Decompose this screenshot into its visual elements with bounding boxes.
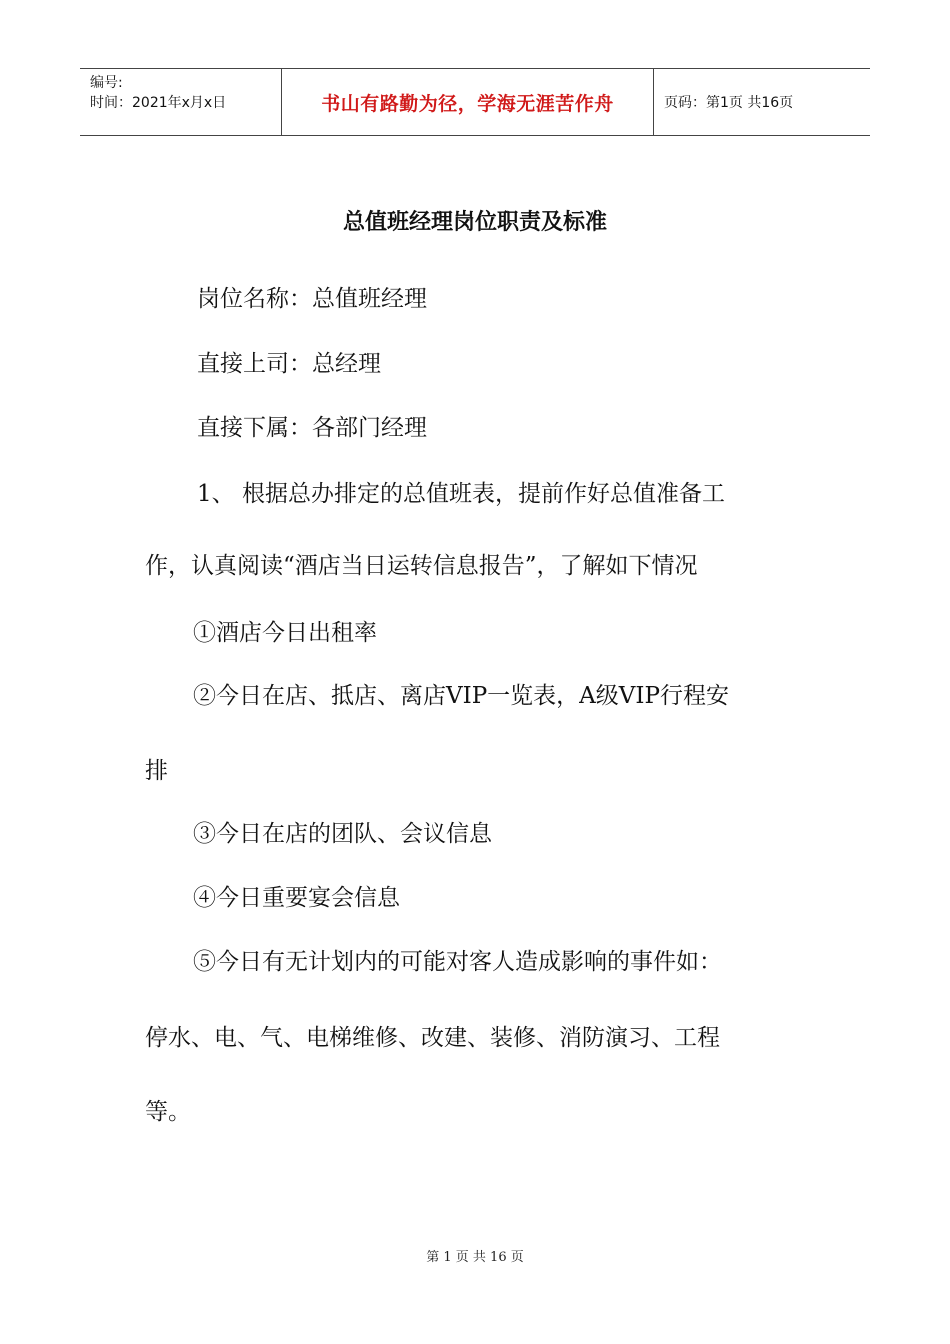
header-motto: 书山有路勤为径，学海无涯苦作舟 (282, 69, 654, 135)
body-line: 等。 (145, 1099, 191, 1125)
header-page-info: 页码：第1页 共16页 (664, 95, 794, 111)
time-label: 时间：2021年x月x日 (90, 95, 227, 111)
body-line: 岗位名称：总值班经理 (197, 286, 427, 312)
body-line: 排 (145, 758, 168, 784)
body-line: 1、 根据总办排定的总值班表，提前作好总值准备工 (197, 481, 725, 507)
body-line: 直接上司：总经理 (197, 351, 381, 377)
header-meta (80, 69, 282, 135)
body-line: ⑤今日有无计划内的可能对客人造成影响的事件如： (193, 949, 722, 975)
body-line: ③今日在店的团队、会议信息 (193, 821, 492, 847)
page-header (80, 68, 870, 136)
number-label: 编号: (90, 75, 123, 91)
body-line: ②今日在店、抵店、离店VIP一览表，A级VIP行程安 (193, 683, 729, 709)
body-line: 直接下属：各部门经理 (197, 415, 427, 441)
body-line: ①酒店今日出租率 (193, 620, 377, 646)
document-title: 总值班经理岗位职责及标准 (342, 210, 607, 235)
body-line: 作，认真阅读“酒店当日运转信息报告”，了解如下情况 (145, 553, 698, 579)
body-line: 停水、电、气、电梯维修、改建、装修、消防演习、工程 (145, 1025, 720, 1051)
page-footer: 第 1 页 共 16 页 (426, 1250, 524, 1265)
body-line: ④今日重要宴会信息 (193, 885, 400, 911)
